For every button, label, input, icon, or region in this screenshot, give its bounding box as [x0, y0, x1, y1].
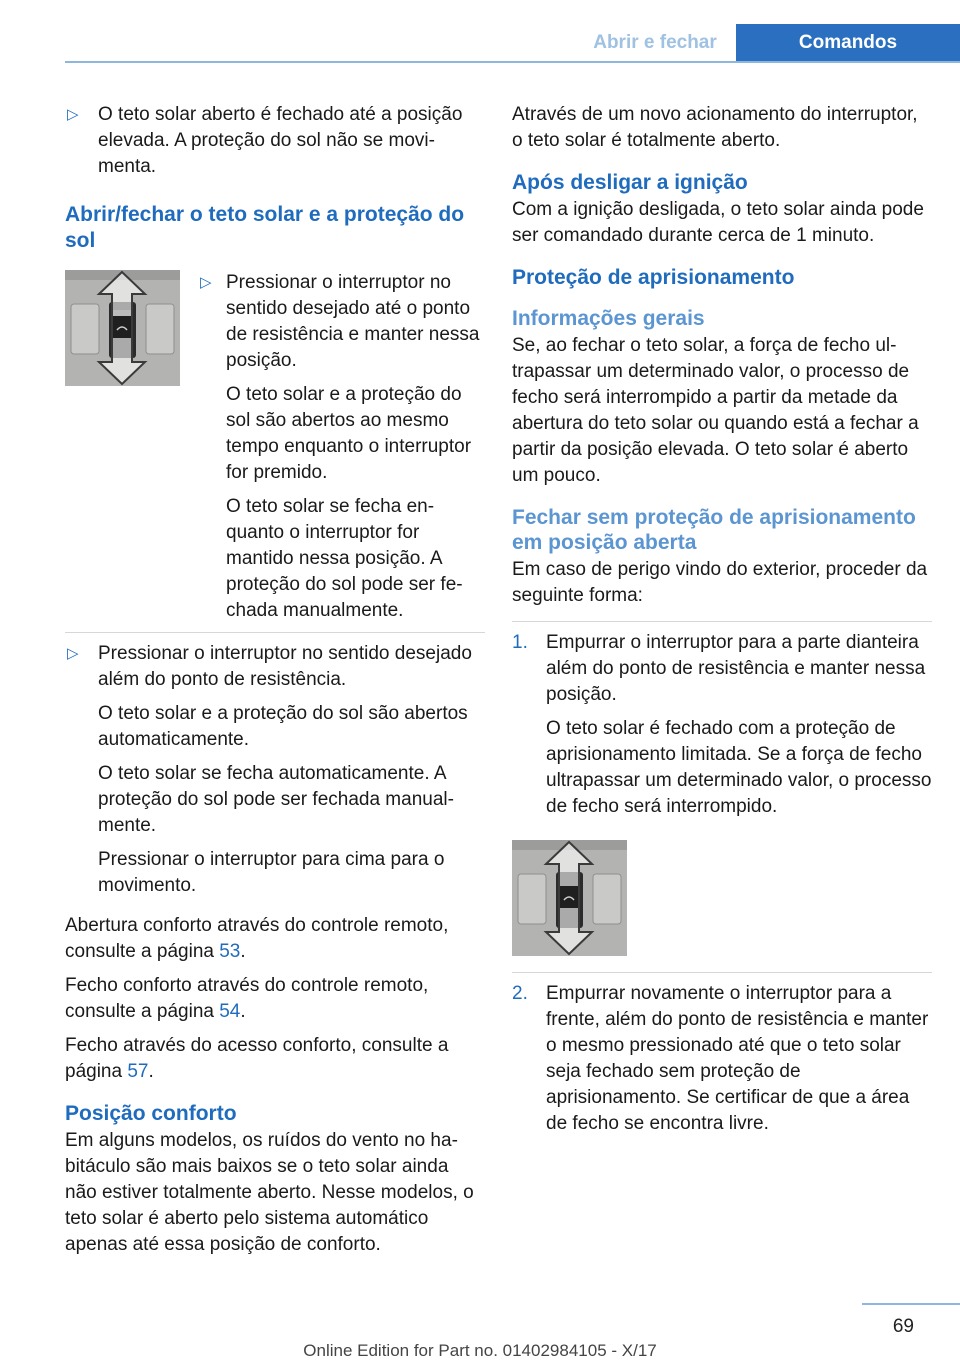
bullet-text: O teto solar aberto é fechado até a posição elevada. A proteção do sol não se movimenta. [98, 104, 463, 177]
header-rule [65, 61, 960, 63]
page-link[interactable]: 54 [219, 1001, 241, 1022]
divider [512, 621, 932, 622]
step-item [512, 630, 932, 820]
step-item [512, 981, 932, 1137]
step-text: Empurrar o interruptor para a parte dianteira além do ponto de resistência e manter nessa posição. [546, 632, 926, 705]
section-heading: Proteção de aprisionamento [512, 266, 795, 289]
bullet-triangle-icon: ▷ [67, 645, 79, 662]
paragraph: Se, ao fechar o teto solar, a força de fecho ultrapassar um determinado valor, o processo de fecho será interrompido a partir da metade da abertura do teto solar ou quando está a fechar a partir da posição elevada. O teto solar é aberto um pouco. [512, 335, 919, 486]
step-number: 1. [512, 632, 528, 653]
paragraph: Em alguns modelos, os ruídos do vento no habitáculo são mais baixos se o teto solar ainda não estiver totalmente aberto. Nesse modelos, o teto solar é aberto pelo sistema automático apenas até essa posição de conforto. [65, 1130, 474, 1255]
divider [512, 972, 932, 973]
footer-rule [862, 1303, 960, 1305]
bullet-text: Pressionar o interruptor no sentido desejado até o ponto de resistência e manter nessa posição. [226, 272, 480, 371]
page-link[interactable]: 53 [219, 941, 241, 962]
step-text: O teto solar é fechado com a proteção de aprisionamento limitada. Se a força de fecho ultrapassar um determinado valor, o processo de fecho será interrompido. [546, 718, 932, 817]
step-text: Empurrar novamente o interruptor para a frente, além do ponto de resistência e manter o mesmo pressionado até que o teto solar seja fechado sem proteção de aprisionamento. Se certificar de que a área de fecho se encontra livre. [546, 983, 929, 1134]
bullet-item [65, 102, 485, 180]
divider [65, 632, 485, 633]
bullet-text: Pressionar o interruptor para cima para o movimento. [98, 849, 445, 896]
footer-edition: Online Edition for Part no. 01402984105 - X/17 [303, 1341, 657, 1360]
subsection-heading: Posição conforto [65, 1102, 237, 1125]
bullet-text: Pressionar o interruptor no sentido desejado além do ponto de resistência. [98, 643, 472, 690]
bullet-triangle-icon: ▷ [200, 274, 212, 291]
section-heading: Abrir/fechar o teto solar e a proteção do sol [65, 203, 465, 252]
bullet-triangle-icon: ▷ [67, 106, 79, 123]
subsection-heading: Informações gerais [512, 307, 705, 330]
bullet-text: O teto solar e a proteção do sol são abertos ao mesmo tempo enquanto o interruptor for premido. [226, 384, 472, 483]
subsection-heading: Após desligar a ignição [512, 171, 748, 194]
subsection-heading: Fechar sem proteção de aprisionamento em posição aberta [512, 506, 916, 554]
roof-switch-image [512, 840, 627, 956]
roof-switch-icon [512, 840, 627, 956]
bullet-text: O teto solar se fecha enquanto o interruptor for mantido nessa posição. A proteção do sol pode ser fechada manualmente. [226, 496, 463, 621]
bullet-text: O teto solar se fecha automaticamente. A proteção do sol pode ser fechada manualmente. [98, 763, 454, 836]
bullet-item [65, 641, 485, 899]
page-link[interactable]: 57 [127, 1061, 149, 1082]
figure-with-bullet [65, 270, 485, 632]
paragraph: Através de um novo acionamento do interruptor, o teto solar é totalmente aberto. [512, 104, 918, 151]
bullet-text: O teto solar e a proteção do sol são abertos automaticamente. [98, 703, 468, 750]
bullet-item [198, 270, 485, 632]
page-number: 69 [892, 1316, 914, 1337]
left-column [65, 102, 485, 1266]
paragraph: Fecho através do acesso conforto, consulte a página 57. [65, 1035, 449, 1082]
step-number: 2. [512, 983, 528, 1004]
header-chapter-tab: Comandos [736, 24, 960, 62]
header-section-title: Abrir e fechar [593, 32, 717, 53]
roof-switch-icon [65, 270, 180, 386]
paragraph: Em caso de perigo vindo do exterior, proceder da seguinte forma: [512, 559, 928, 606]
paragraph: Com a ignição desligada, o teto solar ainda pode ser comandado durante cerca de 1 minuto. [512, 199, 924, 246]
paragraph: Fecho conforto através do controle remoto, consulte a página 54. [65, 975, 429, 1022]
right-column [512, 102, 932, 1145]
roof-switch-image [65, 270, 180, 386]
paragraph: Abertura conforto através do controle remoto, consulte a página 53. [65, 915, 449, 962]
